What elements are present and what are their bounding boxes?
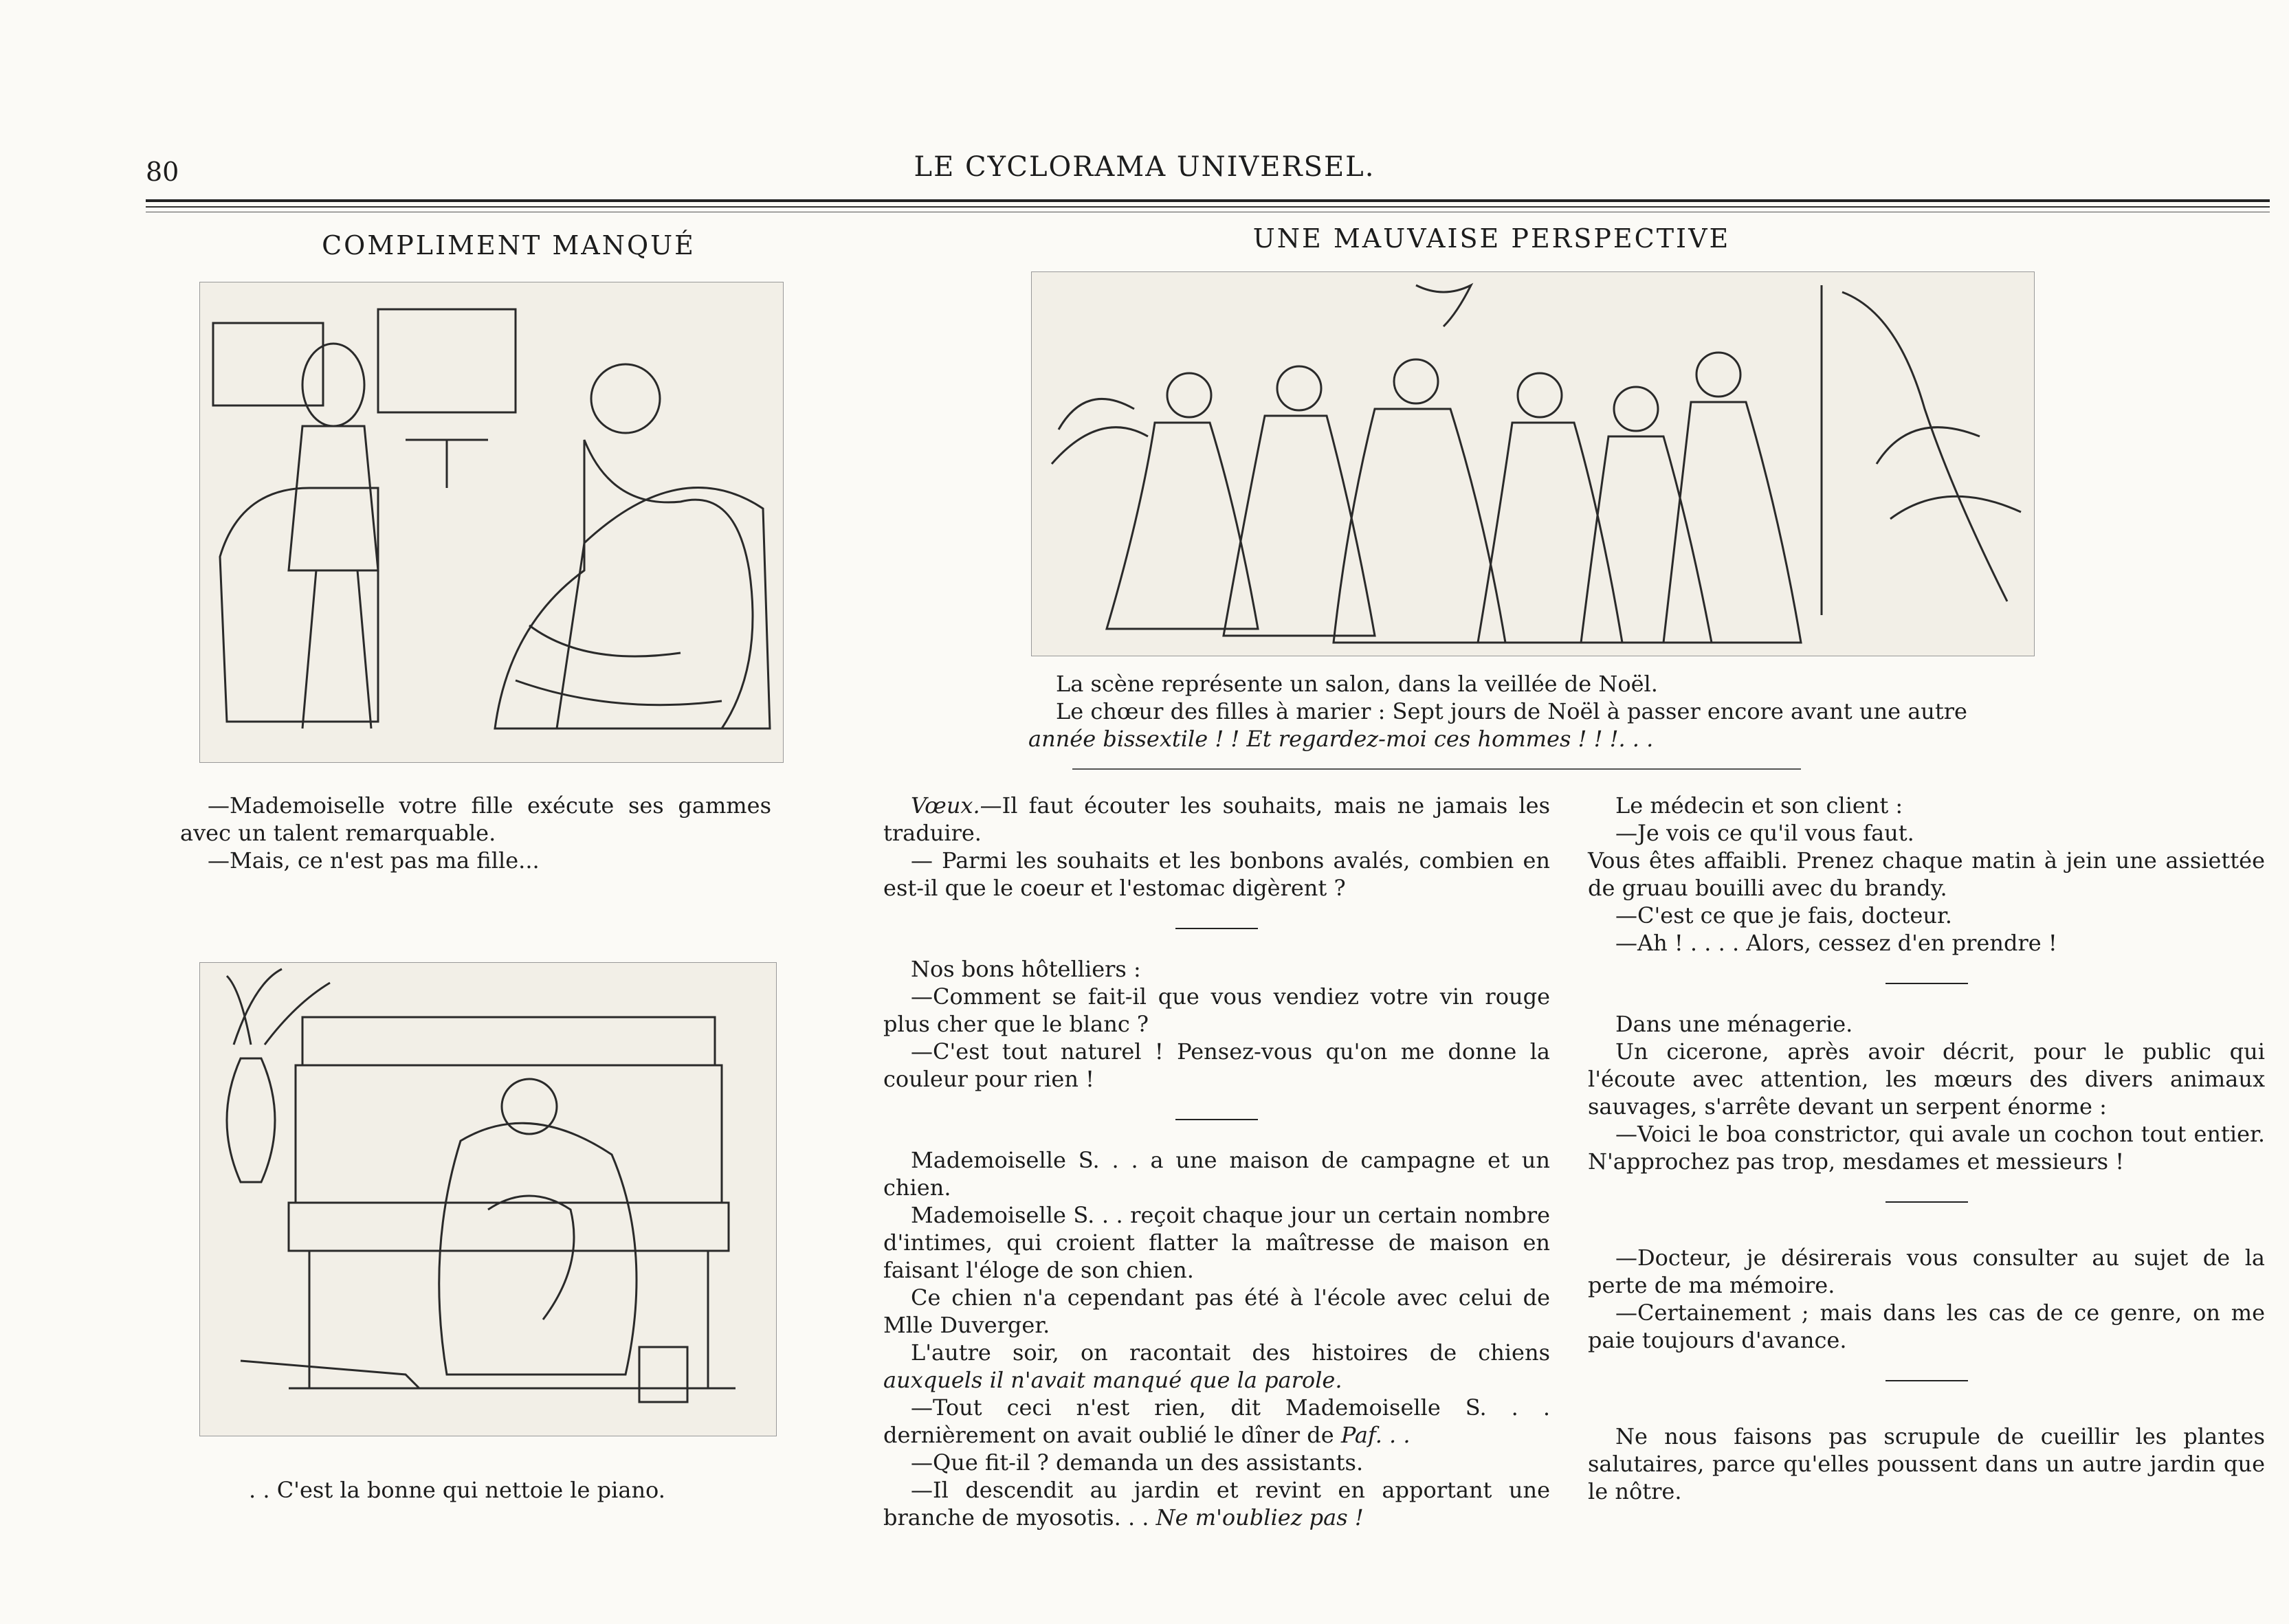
- cartoon-piano-illustration: [199, 962, 777, 1436]
- paragraph: [883, 1394, 1550, 1449]
- paragraph-text: L'autre soir, on racontait des histoires de chiens: [911, 1339, 1550, 1366]
- paragraph: Mademoiselle S. . . a une maison de campagne et un chien.: [883, 1147, 1550, 1201]
- header-rule: [146, 206, 2270, 208]
- caption-piano: . . C'est la bonne qui nettoie le piano.: [249, 1477, 665, 1503]
- separator-rule: [1175, 1119, 1258, 1120]
- paragraph: [883, 792, 1550, 847]
- paragraph-italic: Ne m'oubliez pas !: [1155, 1504, 1364, 1531]
- caption-line: La scène représente un salon, dans la veillée de Noël.: [1056, 671, 1658, 697]
- paragraph: Mademoiselle S. . . reçoit chaque jour un certain nombre d'intimes, qui croient flatter la maîtresse de maison en faisant l'éloge de son chien.: [883, 1202, 1550, 1283]
- caption-compliment: [180, 792, 771, 874]
- section-title-perspective: UNE MAUVAISE PERSPECTIVE: [1252, 223, 1731, 254]
- column-right: [1588, 792, 2265, 1505]
- paragraph-italic: auxquels il n'avait manqué que la parole.: [883, 1367, 1342, 1393]
- running-title: LE CYCLORAMA UNIVERSEL.: [914, 151, 1375, 183]
- paragraph: Un cicerone, après avoir décrit, pour le public qui l'écoute avec attention, les mœurs des divers animaux sauvages, s'arrête devant un serpent énorme :: [1588, 1038, 2265, 1120]
- caption-line: —Mais, ce n'est pas ma fille...: [208, 847, 540, 874]
- paragraph: [883, 1339, 1550, 1394]
- paragraph: —Que fit-il ? demanda un des assistants.: [911, 1449, 1364, 1476]
- header-rule: [146, 199, 2270, 202]
- paragraph: —Voici le boa constrictor, qui avale un cochon tout entier. N'approchez pas trop, mesdames et messieurs !: [1588, 1121, 2265, 1175]
- separator-rule: [1886, 983, 1968, 984]
- separator-rule: [1886, 1201, 1968, 1203]
- paragraph-text: —Il faut écouter les souhaits, mais ne jamais les traduire.: [883, 792, 1550, 846]
- paragraph: —Docteur, je désirerais vous consulter au sujet de la perte de ma mémoire.: [1588, 1245, 2265, 1298]
- paragraph: Nos bons hôtelliers :: [911, 956, 1141, 982]
- paragraph-italic: Paf. . .: [1340, 1422, 1411, 1448]
- caption-line: Le chœur des filles à marier : Sept jours de Noël à passer encore avant une autre: [1056, 698, 1967, 724]
- cartoon-salon-illustration: [1031, 271, 2035, 656]
- paragraph: Vous êtes affaibli. Prenez chaque matin à jein une assiettée de gruau bouilli avec du brandy.: [1588, 847, 2265, 901]
- column-middle: [883, 792, 1550, 1531]
- caption-line: —Mademoiselle votre fille exécute ses gammes avec un talent remarquable.: [180, 792, 771, 846]
- paragraph: [883, 1476, 1550, 1531]
- caption-line: année bissextile ! ! Et regardez-moi ces hommes ! ! !. . .: [1028, 726, 1654, 752]
- paragraph: Dans une ménagerie.: [1615, 1011, 1853, 1037]
- page-number: 80: [146, 157, 179, 187]
- section-divider: [1072, 768, 1801, 770]
- paragraph: —Certainement ; mais dans les cas de ce genre, on me paie toujours d'avance.: [1588, 1300, 2265, 1353]
- paragraph: —C'est ce que je fais, docteur.: [1615, 902, 1952, 928]
- paragraph: —Je vois ce qu'il vous faut.: [1615, 820, 1914, 846]
- paragraph: Ne nous faisons pas scrupule de cueillir les plantes salutaires, parce qu'elles poussent dans un autre jardin que le nôtre.: [1588, 1423, 2265, 1504]
- paragraph: — Parmi les souhaits et les bonbons avalés, combien en est-il que le coeur et l'estomac digèrent ?: [883, 847, 1550, 901]
- paragraph: —Comment se fait-il que vous vendiez votre vin rouge plus cher que le blanc ?: [883, 983, 1550, 1037]
- paragraph-text: —Il descendit au jardin et revint en apportant une branche de myosotis. . .: [883, 1477, 1550, 1531]
- paragraph: —C'est tout naturel ! Pensez-vous qu'on me donne la couleur pour rien !: [883, 1038, 1550, 1092]
- section-title-compliment: COMPLIMENT MANQUÉ: [322, 230, 696, 260]
- paragraph: —Ah ! . . . . Alors, cessez d'en prendre !: [1615, 930, 2057, 956]
- lead-word: Vœux.: [911, 792, 980, 819]
- cartoon-compliment-illustration: [199, 282, 784, 763]
- paragraph: Le médecin et son client :: [1615, 792, 1903, 819]
- paragraph-text: —Tout ceci n'est rien, dit Mademoiselle S. . . dernièrement on avait oublié le dîner de: [883, 1394, 1550, 1448]
- caption-perspective: [1028, 670, 2128, 753]
- separator-rule: [1175, 928, 1258, 929]
- paragraph: Ce chien n'a cependant pas été à l'école avec celui de Mlle Duverger.: [883, 1284, 1550, 1338]
- separator-rule: [1886, 1380, 1968, 1381]
